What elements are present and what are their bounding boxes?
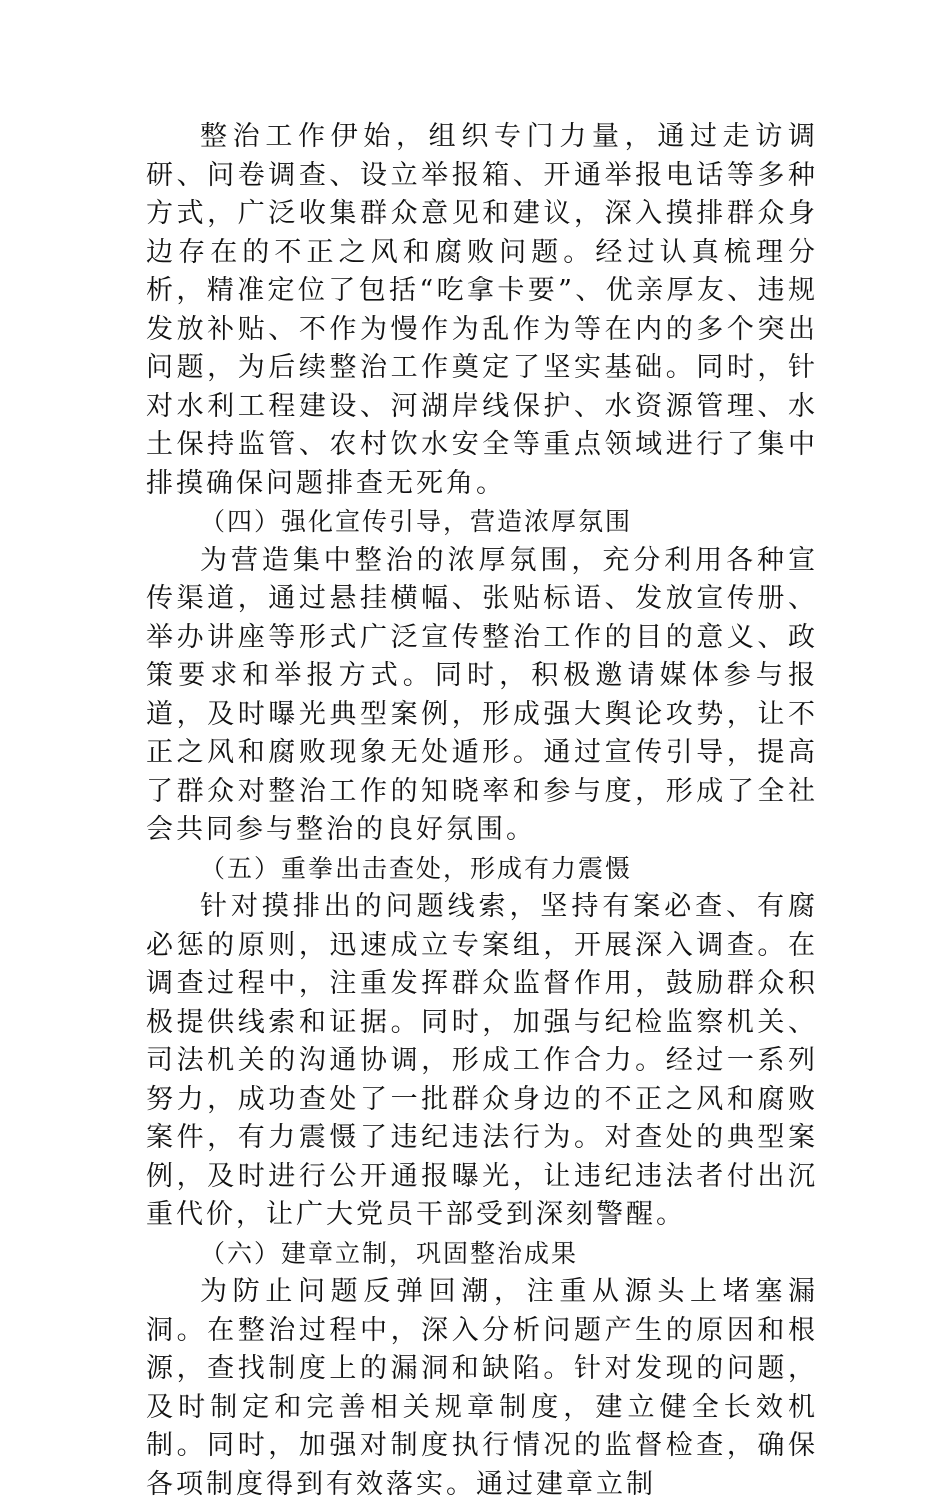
section-heading-6: （六）建章立制，巩固整治成果 [200,1238,579,1268]
paragraph-investigation: 整治工作伊始，组织专门力量，通过走访调研、问卷调查、设立举报箱、开通举报电话等多种方式，广泛收集群众意见和建议，深入摸排群众身边存在的不正之风和腐败问题。经过认真梳理分析，精准定位了包括“吃拿卡要”、优亲厚友、违规发放补贴、不作为慢作为乱作为等在内的多个突出问题，为后续整治工作奠定了坚实基础。同时，针对水利工程建设、河湖岸线保护、水资源管理、水土保持监管、农村饮水安全等重点领域进行了集中排摸确保问题排查无死角。 [146,121,818,499]
paragraph-publicity: 为营造集中整治的浓厚氛围，充分利用各种宣传渠道，通过悬挂横幅、张贴标语、发放宣传册、举办讲座等形式广泛宣传整治工作的目的意义、政策要求和举报方式。同时，积极邀请媒体参与报道，及时曝光典型案例，形成强大舆论攻势，让不正之风和腐败现象无处遁形。通过宣传引导，提高了群众对整治工作的知晓率和参与度，形成了全社会共同参与整治的良好氛围。 [146,544,818,845]
section-heading-5: （五）重拳出击查处，形成有力震慑 [200,853,633,883]
document-body [146,118,818,1504]
paragraph-regulations: 为防止问题反弹回潮，注重从源头上堵塞漏洞。在整治过程中，深入分析问题产生的原因和根源，查找制度上的漏洞和缺陷。针对发现的问题，及时制定和完善相关规章制度，建立健全长效机制。同时，加强对制度执行情况的监督检查，确保各项制度得到有效落实。通过建章立制 [146,1276,818,1500]
section-heading-4: （四）强化宣传引导，营造浓厚氛围 [200,507,633,536]
paragraph-investigation-cases: 针对摸排出的问题线索，坚持有案必查、有腐必惩的原则，迅速成立专案组，开展深入调查。在调查过程中，注重发挥群众监督作用，鼓励群众积极提供线索和证据。同时，加强与纪检监察机关、司法机关的沟通协调，形成工作合力。经过一系列努力，成功查处了一批群众身边的不正之风和腐败案件，有力震慑了违纪违法行为。对查处的典型案例，及时进行公开通报曝光，让违纪违法者付出沉重代价，让广大党员干部受到深刻警醒。 [146,891,818,1230]
